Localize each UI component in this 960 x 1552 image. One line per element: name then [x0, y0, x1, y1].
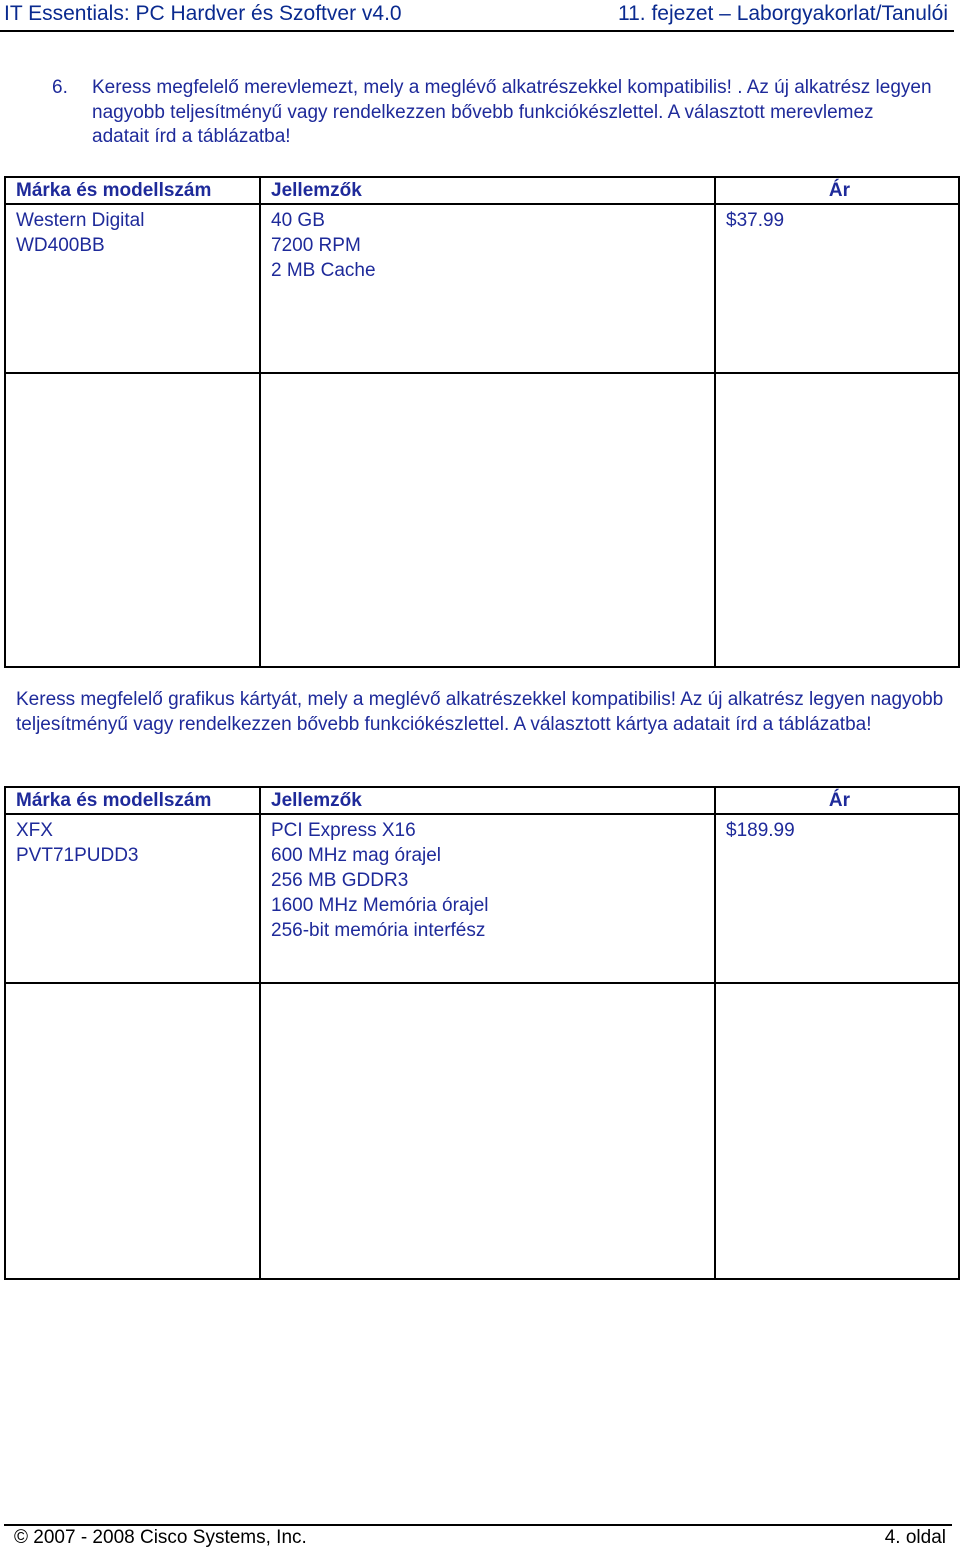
brand-line: Western Digital	[16, 210, 145, 231]
empty-cell	[260, 983, 715, 1279]
feature-line: 7200 RPM	[271, 235, 361, 256]
brand-cell	[5, 204, 260, 373]
feature-line: 2 MB Cache	[271, 260, 376, 281]
graphics-card-table	[4, 786, 960, 1280]
empty-cell	[5, 373, 260, 667]
brand-line: XFX	[16, 820, 53, 841]
page-header	[0, 0, 960, 32]
question-number: 6.	[52, 77, 68, 98]
header-course-title: IT Essentials: PC Hardver és Szoftver v4.0	[4, 2, 402, 25]
empty-cell	[260, 373, 715, 667]
features-cell	[260, 814, 715, 983]
question-6	[52, 76, 932, 150]
table-row	[5, 814, 959, 983]
feature-line: 40 GB	[271, 210, 325, 231]
column-header-brand: Márka és modellszám	[5, 787, 260, 814]
table-header-row	[5, 787, 959, 814]
footer-copyright: © 2007 - 2008 Cisco Systems, Inc.	[14, 1527, 307, 1548]
hard-drive-table	[4, 176, 960, 668]
instruction-paragraph: Keress megfelelő grafikus kártyát, mely a meglévő alkatrészekkel kompatibilis! Az új alkatrész legyen nagyobb teljesítményű vagy rendelkezzen bővebb funkciókészlettel. A választott kártya adatait írd a táblázatba!	[16, 689, 944, 735]
feature-line: 256 MB GDDR3	[271, 870, 409, 891]
column-header-features: Jellemzők	[260, 787, 715, 814]
price-value: $189.99	[726, 820, 795, 841]
feature-line: PCI Express X16	[271, 820, 416, 841]
question-text: Keress megfelelő merevlemezt, mely a meglévő alkatrészekkel kompatibilis! . Az új alkatrész legyen nagyobb teljesítményű vagy rendelkezzen bővebb funkciókészlettel. A választott merevlemez adatait írd a táblázatba!	[92, 77, 932, 147]
empty-cell	[715, 983, 959, 1279]
footer-divider	[4, 1524, 952, 1526]
column-header-features: Jellemzők	[260, 177, 715, 204]
empty-cell	[715, 373, 959, 667]
model-line: PVT71PUDD3	[16, 845, 139, 866]
column-header-price: Ár	[715, 177, 959, 204]
header-divider	[0, 30, 954, 32]
table-row-empty	[5, 373, 959, 667]
price-value: $37.99	[726, 210, 785, 231]
table-row-empty	[5, 983, 959, 1279]
price-cell	[715, 814, 959, 983]
empty-cell	[5, 983, 260, 1279]
brand-cell	[5, 814, 260, 983]
model-line: WD400BB	[16, 235, 105, 256]
feature-line: 256-bit memória interfész	[271, 920, 486, 941]
feature-line: 600 MHz mag órajel	[271, 845, 442, 866]
column-header-brand: Márka és modellszám	[5, 177, 260, 204]
feature-line: 1600 MHz Memória órajel	[271, 895, 489, 916]
table-row	[5, 204, 959, 373]
footer-page-number: 4. oldal	[884, 1527, 946, 1548]
features-cell	[260, 204, 715, 373]
price-cell	[715, 204, 959, 373]
table-header-row	[5, 177, 959, 204]
header-chapter-title: 11. fejezet – Laborgyakorlat/Tanulói	[618, 2, 948, 25]
column-header-price: Ár	[715, 787, 959, 814]
